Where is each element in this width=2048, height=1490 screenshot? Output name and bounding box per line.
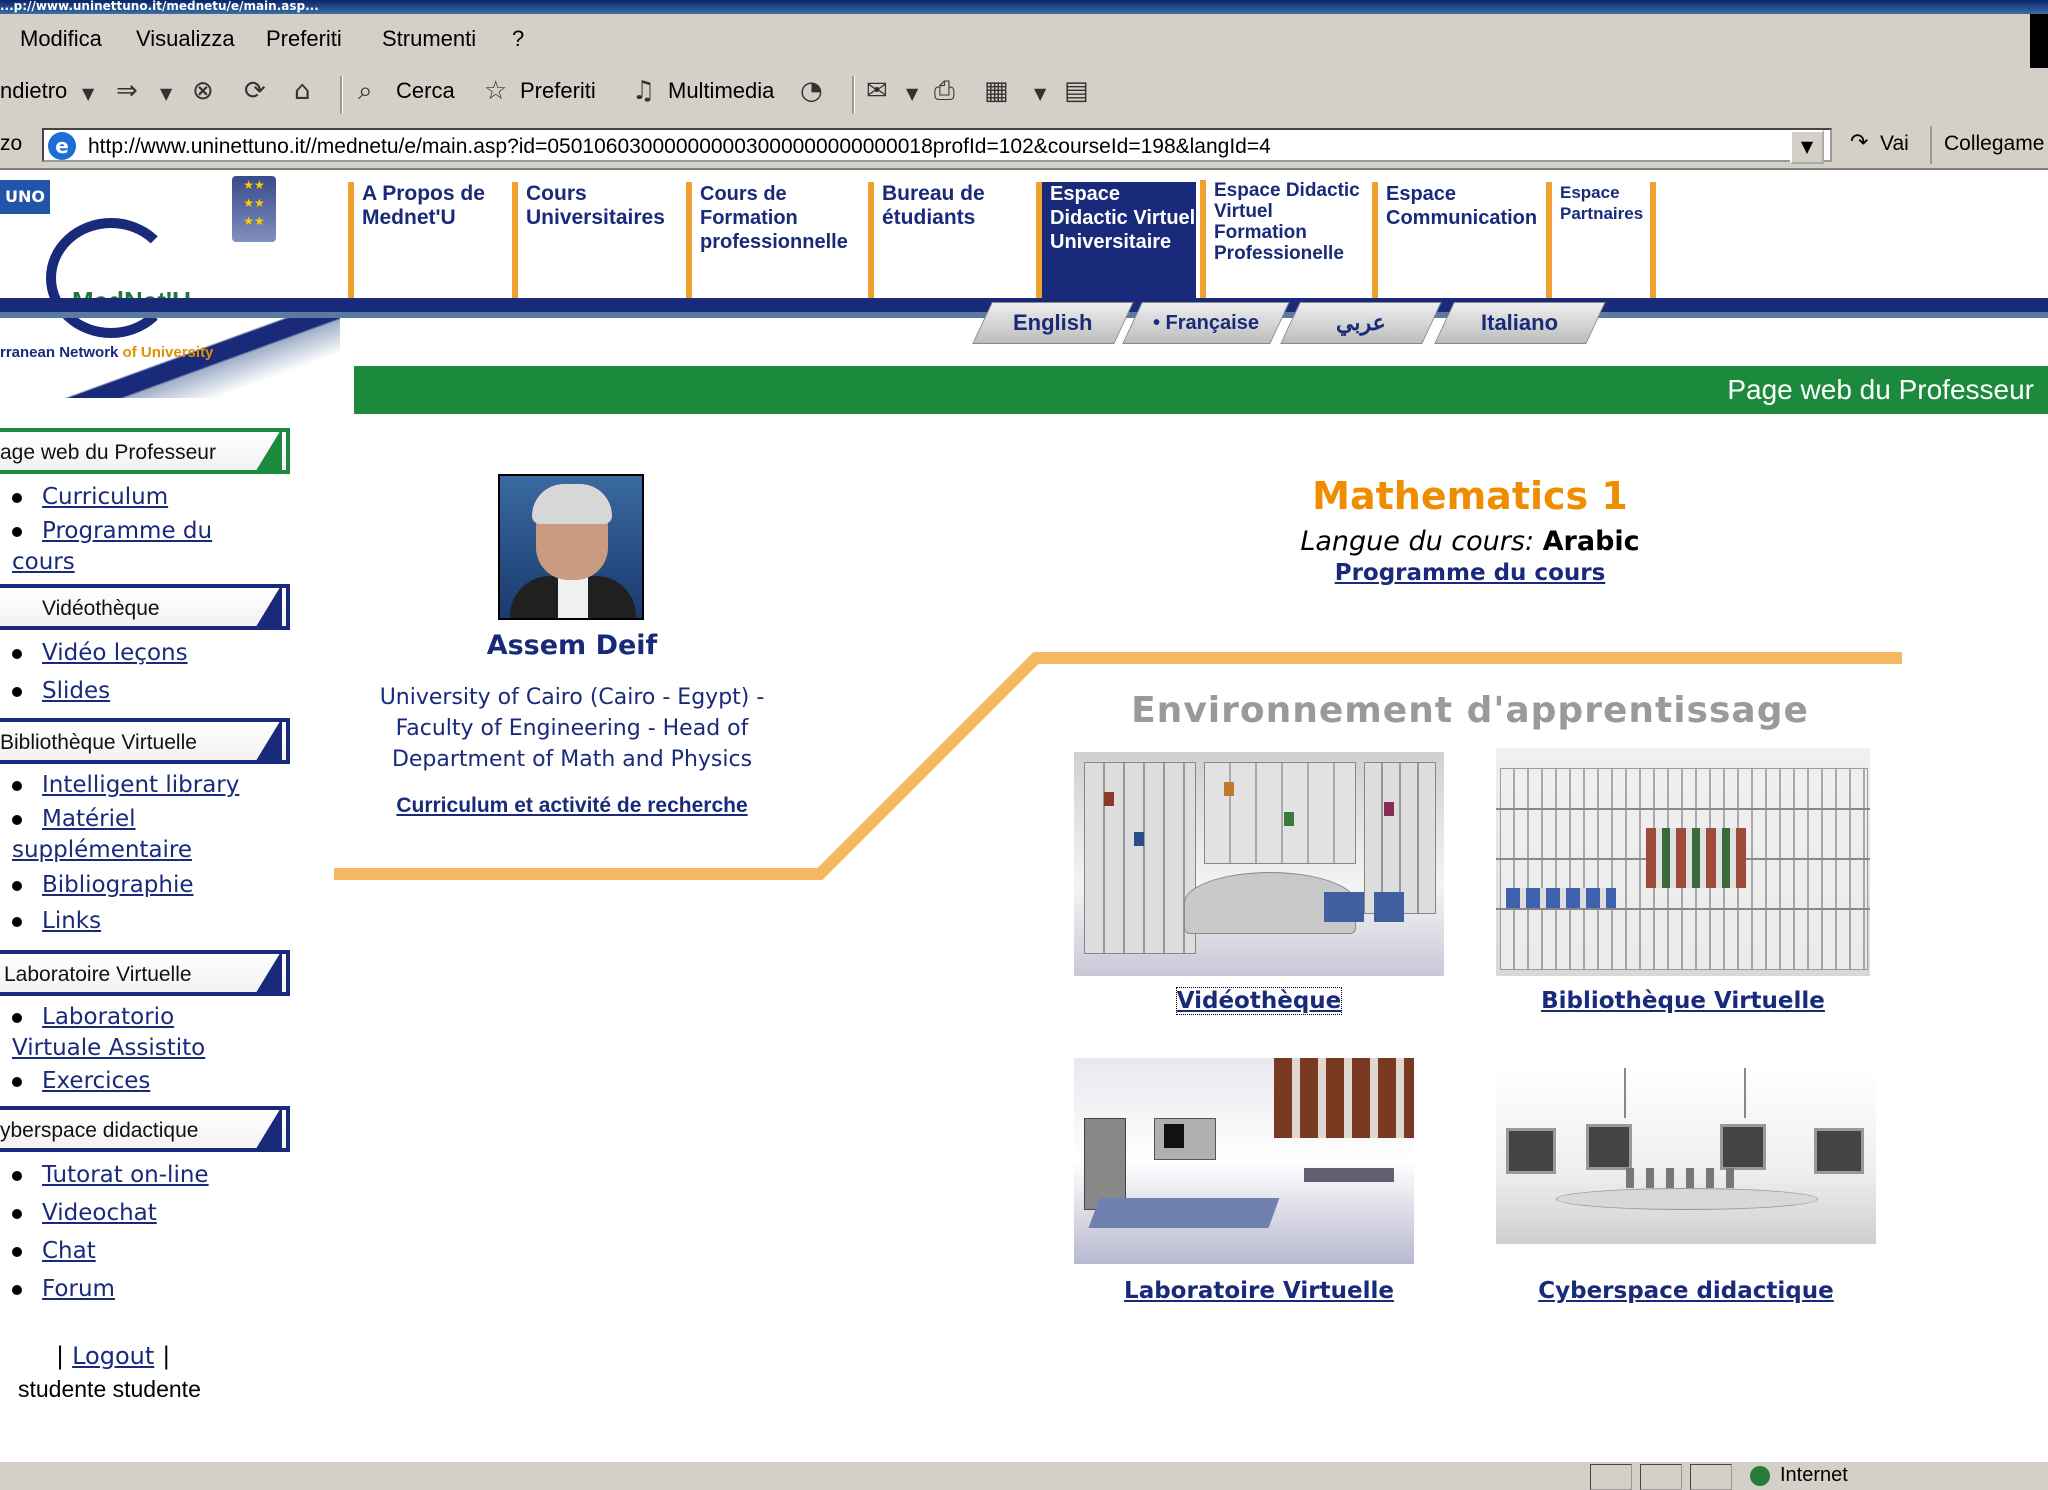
- sidebar-item-laboratorio[interactable]: [12, 1002, 252, 1064]
- nav-espace-partnaires[interactable]: Espace Partnaires: [1546, 182, 1656, 298]
- course-program-link[interactable]: Programme du cours: [1334, 560, 1606, 586]
- search-button[interactable]: Cerca: [396, 78, 455, 103]
- bibliotheque-link[interactable]: Bibliothèque Virtuelle: [1541, 988, 1825, 1014]
- videotheque-image[interactable]: [1074, 752, 1444, 976]
- media-button[interactable]: Multimedia: [668, 78, 775, 103]
- bullet-icon: [12, 1285, 22, 1295]
- bibliotheque-image[interactable]: [1496, 748, 1870, 976]
- sidebar-link-text: Chat: [42, 1238, 96, 1264]
- sidebar-item-chat[interactable]: [12, 1236, 96, 1267]
- nav-cours-universitaires[interactable]: Cours Universitaires: [512, 182, 684, 298]
- window-titlebar: [0, 0, 2048, 14]
- lang-label-english: English: [1013, 310, 1093, 335]
- bullet-icon: [12, 881, 22, 891]
- bullet-icon: [12, 1077, 22, 1087]
- laboratoire-link[interactable]: Laboratoire Virtuelle: [1124, 1278, 1394, 1304]
- nav-espace-didactic-formation[interactable]: Espace Didactic Virtuel Formation Professionelle: [1200, 180, 1370, 298]
- back-dropdown-icon[interactable]: ▼: [82, 84, 95, 103]
- sidebar-item-exercices[interactable]: [12, 1066, 150, 1097]
- status-bar: [0, 1460, 2048, 1490]
- sidebar-link-text: Matériel supplémentaire: [12, 806, 193, 863]
- lang-label-italiano: Italiano: [1481, 310, 1559, 335]
- lang-tab-italiano[interactable]: [1434, 302, 1606, 344]
- sidebar-section-bibliotheque[interactable]: Bibliothèque Virtuelle: [0, 718, 290, 764]
- media-icon[interactable]: ♫: [632, 76, 656, 106]
- bullet-icon: [12, 1013, 22, 1023]
- status-cell: [1690, 1464, 1732, 1490]
- forward-dropdown-icon[interactable]: ▼: [160, 84, 173, 103]
- videotheque-link[interactable]: [1074, 988, 1444, 1014]
- logo-subtitle-main: rranean Network: [0, 344, 119, 361]
- sidebar-item-video-lecons[interactable]: [12, 638, 188, 669]
- bullet-icon: [12, 917, 22, 927]
- search-icon[interactable]: ⌕: [358, 76, 373, 106]
- sidebar-item-forum[interactable]: [12, 1274, 115, 1305]
- sidebar-section-videotheque[interactable]: Vidéothèque: [0, 584, 290, 630]
- favorites-icon[interactable]: ☆: [484, 76, 508, 106]
- edit-icon[interactable]: ▦: [984, 76, 1009, 106]
- uninettuno-badge[interactable]: UNO: [0, 180, 50, 214]
- nav-divider: [1650, 182, 1656, 298]
- nav-espace-didactic-universitaire[interactable]: Espace Didactic Virtuel Universitaire: [1036, 182, 1196, 298]
- bullet-icon: [12, 687, 22, 697]
- lang-tab-francaise[interactable]: [1122, 302, 1290, 344]
- address-bar: [0, 124, 2048, 170]
- sidebar-item-programme[interactable]: [12, 516, 272, 578]
- professor-photo: [498, 474, 644, 620]
- menu-bar: [0, 14, 2048, 69]
- discuss-icon[interactable]: ▤: [1064, 76, 1089, 106]
- bullet-icon: [12, 527, 22, 537]
- sidebar-link-text: Videochat: [42, 1200, 157, 1226]
- logo-subtitle-suffix: of University: [122, 344, 214, 361]
- ie-page-icon: e: [48, 132, 76, 160]
- sidebar-link-text: Intelligent library: [42, 772, 240, 798]
- status-cell: [1640, 1464, 1682, 1490]
- sidebar-item-materiel[interactable]: [12, 804, 242, 866]
- sidebar-link-text: Laboratorio Virtuale Assistito: [12, 1004, 206, 1061]
- mail-dropdown-icon[interactable]: ▼: [906, 84, 919, 103]
- sidebar-link-text: Curriculum: [42, 484, 169, 510]
- status-cell: [1590, 1464, 1632, 1490]
- bullet-icon: [12, 493, 22, 503]
- nav-formation-professionnelle[interactable]: Cours de Formation professionnelle: [686, 182, 864, 298]
- menu-help[interactable]: ?: [512, 26, 525, 51]
- nav-bureau-etudiants[interactable]: Bureau de étudiants: [868, 182, 1032, 298]
- sidebar-link-text: Links: [42, 908, 102, 934]
- sidebar-link-text: Programme du cours: [12, 518, 213, 575]
- videotheque-caption: Vidéothèque: [1176, 988, 1342, 1014]
- professor-cv-link[interactable]: Curriculum et activité de recherche: [396, 794, 748, 817]
- toolbar-separator: [852, 76, 855, 114]
- course-language-value: Arabic: [1542, 526, 1640, 557]
- forward-icon[interactable]: ⇒: [116, 76, 138, 106]
- sidebar-link-text: Slides: [42, 678, 111, 704]
- window-title: ...p://www.uninettuno.it/mednetu/e/main.asp...: [0, 0, 319, 13]
- lang-label-arabic: عربي: [1336, 310, 1386, 335]
- nav-a-propos[interactable]: A Propos de Mednet'U: [348, 182, 508, 298]
- internet-zone-icon: [1750, 1466, 1770, 1486]
- cyberspace-image[interactable]: [1496, 1068, 1876, 1244]
- lang-tab-arabic[interactable]: [1280, 302, 1442, 344]
- professor-affiliation: University of Cairo (Cairo - Egypt) - Faculty of Engineering - Head of Department of Math and Physics: [379, 685, 765, 772]
- page-banner: Page web du Professeur: [354, 366, 2048, 414]
- go-button[interactable]: Vai: [1880, 132, 1909, 155]
- sidebar-item-bibliographie[interactable]: [12, 870, 194, 901]
- favorites-button[interactable]: Preferiti: [520, 78, 596, 103]
- sidebar-link-text: Vidéo leçons: [42, 640, 188, 666]
- nav-espace-communication[interactable]: Espace Communication: [1372, 182, 1544, 298]
- current-user: studente studente: [18, 1376, 201, 1402]
- window-edge: [2030, 14, 2048, 68]
- menu-strumenti[interactable]: Strumenti: [382, 26, 477, 51]
- address-separator: [1930, 126, 1932, 164]
- address-dropdown-icon[interactable]: ▼: [1790, 130, 1824, 164]
- cyberspace-link[interactable]: Cyberspace didactique: [1538, 1278, 1834, 1304]
- address-input[interactable]: http://www.uninettuno.it//mednetu/e/main.asp?id=050106030000000003000000000000018profId=102&courseId=198&langId=4: [42, 128, 1832, 162]
- status-zone: Internet: [1780, 1464, 1848, 1486]
- menu-visualizza[interactable]: Visualizza: [136, 26, 235, 51]
- links-button[interactable]: Collegame: [1944, 132, 2045, 155]
- stop-icon[interactable]: ⊗: [192, 76, 214, 106]
- course-title: Mathematics 1: [1312, 474, 1628, 518]
- toolbar-separator: [340, 76, 343, 114]
- sidebar-item-videochat[interactable]: [12, 1198, 157, 1229]
- eu-flag-icon: ★★ ★★ ★★: [232, 176, 276, 242]
- sidebar-section-professeur[interactable]: age web du Professeur: [0, 428, 290, 474]
- course-language: [1200, 526, 1740, 557]
- go-arrow-icon[interactable]: ↷: [1850, 130, 1869, 155]
- refresh-icon[interactable]: ⟳: [244, 76, 266, 106]
- sidebar-item-curriculum[interactable]: [12, 482, 168, 513]
- bullet-icon: [12, 1247, 22, 1257]
- bullet-icon: [12, 815, 22, 825]
- logo-crescent-icon: [46, 218, 176, 338]
- back-button[interactable]: ndietro: [0, 78, 68, 103]
- logo-subtitle: [0, 344, 213, 361]
- laboratoire-image[interactable]: [1074, 1058, 1414, 1264]
- environment-title: Environnement d'apprentissage: [1131, 690, 1809, 731]
- logout-line: | Logout |: [56, 1342, 171, 1370]
- course-language-label: Langue du cours:: [1300, 526, 1535, 557]
- sidebar-link-text: Bibliographie: [42, 872, 194, 898]
- bullet-icon: [12, 649, 22, 659]
- sidebar-section-laboratoire[interactable]: Laboratoire Virtuelle: [0, 950, 290, 996]
- sidebar-item-intelligent-library[interactable]: [12, 770, 239, 801]
- sidebar-item-tutorat[interactable]: [12, 1160, 209, 1191]
- logout-link[interactable]: Logout: [72, 1342, 155, 1370]
- sidebar-item-links[interactable]: [12, 906, 101, 937]
- address-label: zo: [0, 132, 23, 155]
- menu-modifica[interactable]: Modifica: [20, 26, 102, 51]
- sidebar-section-cyberspace[interactable]: yberspace didactique: [0, 1106, 290, 1152]
- home-icon[interactable]: ⌂: [294, 76, 311, 106]
- sidebar-link-text: Tutorat on-line: [42, 1162, 209, 1188]
- lang-label-francaise: • Française: [1153, 312, 1259, 334]
- sidebar-item-slides[interactable]: [12, 676, 110, 707]
- bullet-icon: [12, 781, 22, 791]
- professor-name: Assem Deif: [486, 630, 658, 661]
- history-icon[interactable]: ◔: [800, 76, 823, 106]
- lang-tab-english[interactable]: [972, 302, 1134, 344]
- menu-preferiti[interactable]: Preferiti: [266, 26, 342, 51]
- edit-dropdown-icon[interactable]: ▼: [1034, 84, 1047, 103]
- sidebar-link-text: Exercices: [42, 1068, 151, 1094]
- bullet-icon: [12, 1171, 22, 1181]
- mail-icon[interactable]: ✉: [866, 76, 888, 106]
- sidebar-link-text: Forum: [42, 1276, 115, 1302]
- bullet-icon: [12, 1209, 22, 1219]
- print-icon[interactable]: ⎙: [934, 76, 955, 106]
- browser-toolbar: [0, 68, 2048, 125]
